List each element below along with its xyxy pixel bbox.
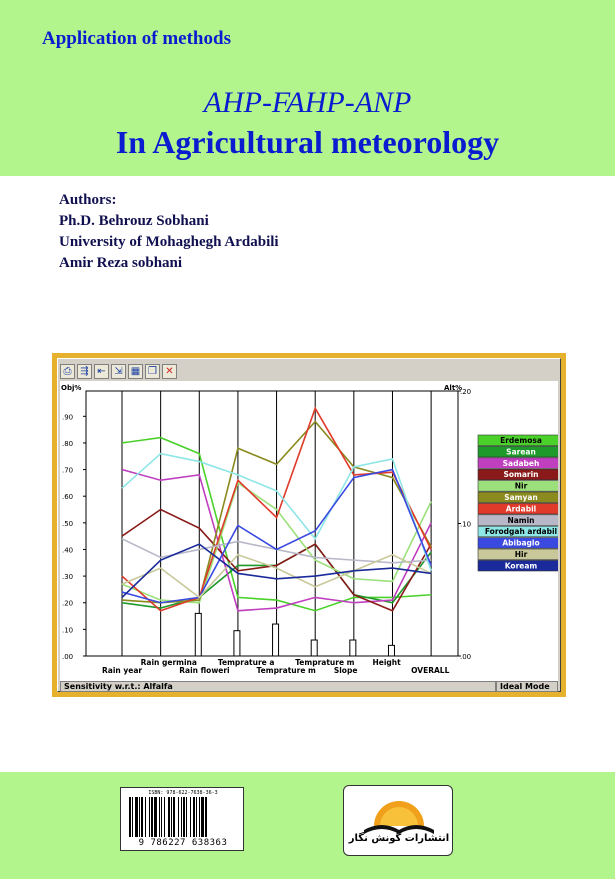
left-tick-label: .20 (62, 599, 74, 608)
category-label: Rain germina (140, 658, 197, 667)
legend-entry: Sarean (506, 447, 536, 457)
left-tick-label: .90 (62, 413, 74, 422)
category-label: Height (372, 658, 401, 667)
left-tick-label: .50 (62, 519, 74, 528)
legend-entry: Sadabeh (502, 458, 540, 468)
export-icon[interactable]: ⇶ (77, 364, 92, 379)
close-icon[interactable]: ✕ (162, 364, 177, 379)
subject-line: Application of methods (42, 28, 231, 49)
author-line: Amir Reza sobhani (59, 255, 183, 271)
status-sensitivity: Sensitivity w.r.t.: Alfalfa (60, 681, 496, 692)
plot-frame (86, 391, 458, 656)
objective-bar (388, 645, 394, 656)
arrows-icon[interactable]: ⇤ (94, 364, 109, 379)
legend-entry: Koream (504, 561, 538, 571)
legend-entry: Samyan (504, 493, 538, 502)
status-bar (60, 681, 558, 692)
barcode (120, 787, 244, 851)
isbn-text: ISBN: 978-622-7638-36-3 (148, 790, 218, 796)
category-label: Rain year (102, 666, 143, 675)
right-tick-label: .20 (460, 388, 472, 396)
right-tick-label: .00 (460, 653, 472, 661)
publisher-logo (343, 785, 453, 856)
objective-bar (311, 640, 317, 656)
legend-entry: Forodgah ardabil (484, 527, 558, 537)
author-line: Ph.D. Behrouz Sobhani (59, 213, 209, 229)
sensitivity-chart (60, 381, 558, 681)
legend-entry: Abibaglo (502, 538, 540, 548)
authors-block (59, 190, 279, 274)
table-icon[interactable]: ▦ (128, 364, 143, 379)
left-tick-label: .70 (62, 466, 74, 475)
left-tick-label: .30 (62, 573, 74, 582)
objective-bar (195, 613, 201, 656)
toolbar (60, 364, 177, 380)
status-mode: Ideal Mode (496, 681, 558, 692)
category-label: OVERALL (411, 666, 450, 675)
category-label: Slope (333, 666, 358, 675)
plot-area (60, 381, 558, 681)
legend-entry: Ardabil (505, 504, 537, 514)
category-label: Rain floweri (179, 666, 230, 675)
category-label: Temprature m (295, 658, 355, 667)
category-label: Temprature m (256, 666, 316, 675)
left-tick-label: .40 (62, 546, 74, 555)
legend-entry: Somarin (503, 470, 539, 480)
left-tick-label: .10 (62, 626, 74, 635)
methods-title: AHP-FAHP-ANP (203, 86, 412, 119)
right-tick-label: .10 (460, 520, 472, 529)
right-axis-label: Alt% (444, 384, 463, 392)
legend-entry: Namin (507, 515, 535, 525)
legend-entry: Erdemosa (500, 436, 542, 445)
move-icon[interactable]: ⇲ (111, 364, 126, 379)
book-title: In Agricultural meteorology (115, 124, 500, 160)
legend-entry: Hir (514, 550, 528, 559)
legend-entry: Nir (514, 481, 528, 491)
bottom-band (0, 772, 615, 879)
author-line: University of Mohaghegh Ardabili (59, 234, 279, 250)
barcode-number: 9 786227 638363 (138, 838, 228, 848)
left-tick-label: .80 (62, 439, 74, 448)
authors-heading: Authors: (59, 192, 117, 208)
category-label: Temprature a (217, 658, 275, 667)
open-book-sun-icon (344, 786, 454, 857)
objective-bar (273, 624, 279, 656)
objective-bar (350, 640, 356, 656)
objective-bar (234, 631, 240, 656)
print-icon[interactable]: ⎙ (60, 364, 75, 379)
copy-icon[interactable]: ❐ (145, 364, 160, 379)
sensitivity-window (57, 358, 561, 692)
left-tick-label: .60 (62, 493, 74, 502)
publisher-name: انتشارات گونش نگار (348, 833, 450, 844)
left-tick-label: .00 (62, 653, 74, 661)
left-axis-label: Obj% (61, 384, 82, 392)
